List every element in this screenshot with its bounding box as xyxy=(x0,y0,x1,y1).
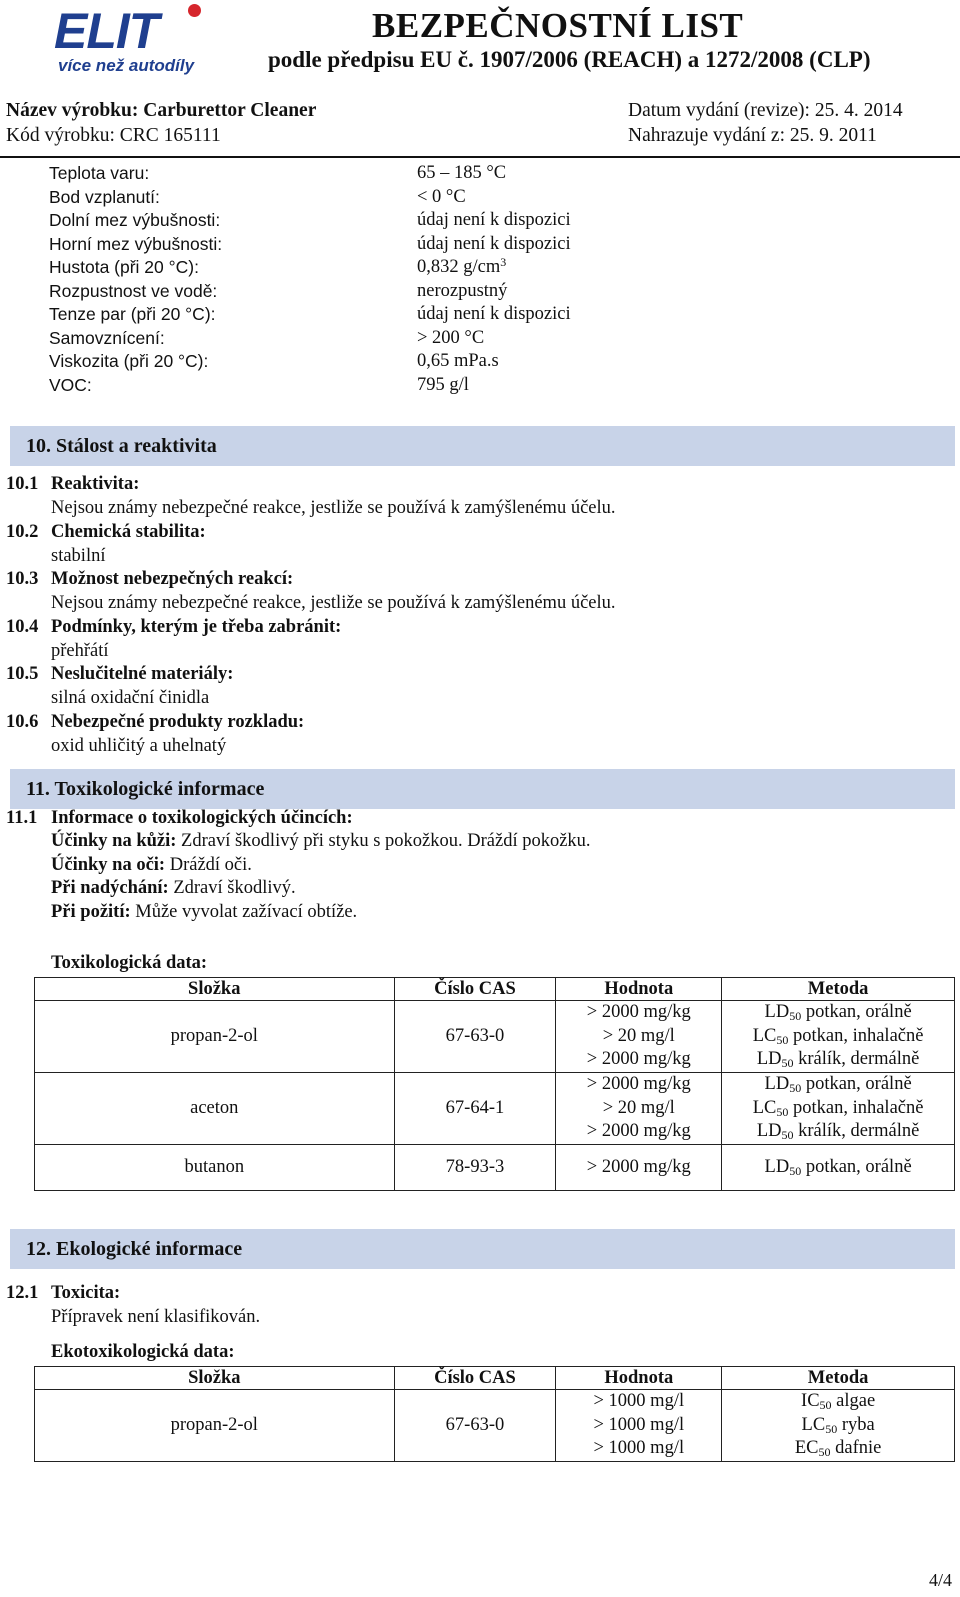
toxic-effect-label: Účinky na kůži: xyxy=(51,831,177,851)
method-line xyxy=(722,1120,954,1144)
property-value: nerozpustný xyxy=(417,280,508,301)
issue-date-label: Datum vydání (revize): xyxy=(628,100,810,121)
property-value: 65 – 185 °C xyxy=(417,163,507,183)
method-desc: potkan, orálně xyxy=(801,1002,912,1023)
header-divider xyxy=(0,156,960,158)
toxic-effect-label: Při nadýchání: xyxy=(51,878,169,898)
cell-cas: 67-63-0 xyxy=(394,1390,556,1462)
method-subscript: 50 xyxy=(789,1081,802,1096)
value-line: > 2000 mg/kg xyxy=(586,1156,691,1177)
method-abbrev: IC xyxy=(801,1391,820,1412)
cell-component: aceton xyxy=(35,1073,395,1145)
table-column-header: Číslo CAS xyxy=(394,1367,556,1390)
property-value: 0,65 mPa.s xyxy=(417,351,499,371)
property-label: Tenze par (při 20 °C): xyxy=(49,304,216,324)
method-desc: algae xyxy=(831,1391,876,1412)
method-abbrev: LD xyxy=(764,1156,790,1177)
table-column-header: Hodnota xyxy=(556,978,722,1001)
ecotox-table-title: Ekotoxikologická data: xyxy=(51,1342,235,1362)
issue-date: 25. 4. 2014 xyxy=(814,100,903,121)
property-label: Dolní mez výbušnosti: xyxy=(49,210,221,230)
property-value: > 200 °C xyxy=(417,327,485,348)
method-desc: králík, dermálně xyxy=(793,1121,920,1142)
section-11-1-heading xyxy=(6,808,353,829)
property-row xyxy=(49,304,749,328)
method-desc: ryba xyxy=(837,1414,875,1435)
subsection-heading xyxy=(6,617,341,638)
cell-cas: 67-63-0 xyxy=(394,1001,556,1073)
toxicology-table xyxy=(34,977,955,1191)
subsection-heading xyxy=(6,712,304,733)
table-column-header: Číslo CAS xyxy=(394,978,556,1001)
toxic-effect-line xyxy=(51,855,252,876)
method-line xyxy=(722,1073,954,1097)
property-row xyxy=(49,328,749,352)
section-12-1-heading xyxy=(6,1283,120,1304)
cell-methods xyxy=(722,1390,955,1462)
product-code: CRC 165111 xyxy=(119,125,221,146)
property-label: Teplota varu: xyxy=(49,163,150,183)
section-11-title: 11. Toxikologické informace xyxy=(26,778,265,800)
property-value: 0,832 $g/cm^3$ xyxy=(417,255,507,277)
property-label: VOC: xyxy=(49,374,92,395)
table-column-header: Složka xyxy=(35,1367,395,1390)
method-line xyxy=(722,1390,954,1414)
method-abbrev: EC xyxy=(794,1438,819,1459)
property-row xyxy=(49,351,749,375)
method-subscript: 50 xyxy=(776,1104,789,1119)
method-line xyxy=(722,1414,954,1438)
method-subscript: 50 xyxy=(818,1445,831,1460)
property-row xyxy=(49,257,749,281)
toxic-effect-label: Účinky na oči: xyxy=(51,854,166,875)
subsection-number: 10.1 xyxy=(6,474,39,494)
toxic-effect-text: Zdraví škodlivý. xyxy=(173,878,296,898)
property-row xyxy=(49,234,749,258)
method-abbrev: LD xyxy=(756,1049,782,1070)
cell-methods xyxy=(722,1073,955,1145)
subsection-text: Nejsou známy nebezpečné reakce, jestliže se používá k zamýšlenému účelu. xyxy=(51,593,616,613)
subsection-text: silná oxidační činidla xyxy=(51,688,210,708)
method-desc: potkan, inhalačně xyxy=(788,1025,924,1046)
subsection-number: 10.6 xyxy=(6,711,39,732)
section-12-1-number: 12.1 xyxy=(6,1283,39,1303)
property-value-superscript: 3 xyxy=(500,255,507,269)
section-11-1-number: 11.1 xyxy=(6,808,38,828)
product-code-line xyxy=(6,125,221,147)
subsection-label: Reaktivita: xyxy=(51,474,140,494)
value-line: > 2000 mg/kg xyxy=(586,1074,691,1095)
method-desc: králík, dermálně xyxy=(793,1049,920,1070)
subsection-heading xyxy=(6,474,139,495)
table-column-header: Hodnota xyxy=(556,1367,722,1390)
subsection-label: Neslučitelné materiály: xyxy=(51,664,234,684)
cell-cas: 67-64-1 xyxy=(394,1073,556,1145)
subsection-number: 10.3 xyxy=(6,569,39,589)
property-row xyxy=(49,187,749,211)
toxic-effect-label: Při požití: xyxy=(51,901,131,922)
value-line: > 1000 mg/l xyxy=(593,1438,685,1459)
property-value: údaj není k dispozici xyxy=(417,304,571,324)
property-label: Rozpustnost ve vodě: xyxy=(49,280,218,301)
document-subtitle: podle předpisu EU č. 1907/2006 (REACH) a 1272/2008 (CLP) xyxy=(268,47,871,72)
subsection-label: Podmínky, kterým je třeba zabránit: xyxy=(51,616,342,637)
method-subscript: 50 xyxy=(789,1009,802,1024)
property-value: < 0 °C xyxy=(417,186,466,207)
method-subscript: 50 xyxy=(819,1398,832,1413)
property-value: údaj není k dispozici xyxy=(417,210,571,230)
property-label: Horní mez výbušnosti: xyxy=(49,233,223,254)
section-12-title: 12. Ekologické informace xyxy=(26,1238,243,1260)
subsection-number: 10.5 xyxy=(6,664,39,684)
product-name-label: Název výrobku: xyxy=(6,100,139,121)
subsection-text: stabilní xyxy=(51,545,106,566)
method-subscript: 50 xyxy=(781,1056,794,1071)
subsection-number: 10.4 xyxy=(6,616,39,637)
value-line: > 2000 mg/kg xyxy=(586,1049,691,1070)
table-row xyxy=(35,1390,955,1462)
method-desc: potkan, orálně xyxy=(801,1074,912,1095)
section-10-header xyxy=(10,426,955,466)
method-abbrev: LD xyxy=(764,1074,790,1095)
cell-cas: 78-93-3 xyxy=(394,1145,556,1191)
method-line xyxy=(722,1437,954,1461)
logo-wordmark: ELIT xyxy=(54,3,159,59)
table-header-row xyxy=(35,978,955,1001)
subsection-number: 10.2 xyxy=(6,521,39,542)
value-line: > 1000 mg/l xyxy=(593,1414,685,1435)
replaces-date: 25. 9. 2011 xyxy=(789,125,877,146)
replaces-label: Nahrazuje vydání z: xyxy=(628,125,786,146)
product-name-line xyxy=(6,100,316,122)
cell-component: propan-2-ol xyxy=(35,1001,395,1073)
section-11-1-label: Informace o toxikologických účincích: xyxy=(51,808,353,828)
value-line: > 2000 mg/kg xyxy=(586,1002,691,1023)
value-line: > 2000 mg/kg xyxy=(586,1121,691,1142)
subsection-text: přehřátí xyxy=(51,640,109,661)
cell-methods xyxy=(722,1001,955,1073)
table-column-header: Složka xyxy=(35,978,395,1001)
issue-date-line xyxy=(628,100,903,122)
cell-values xyxy=(556,1145,722,1191)
method-abbrev: LC xyxy=(752,1025,777,1046)
method-line xyxy=(722,1048,954,1072)
method-desc: potkan, inhalačně xyxy=(788,1097,924,1118)
ecotoxicology-table xyxy=(34,1366,955,1462)
cell-component: propan-2-ol xyxy=(35,1390,395,1462)
table-header-row xyxy=(35,1367,955,1390)
section-12-1-text: Přípravek není klasifikován. xyxy=(51,1307,261,1327)
cell-values xyxy=(556,1390,722,1462)
method-line xyxy=(722,1097,954,1121)
method-line xyxy=(722,1001,954,1025)
section-10-title: 10. Stálost a reaktivita xyxy=(26,435,217,457)
method-line xyxy=(722,1025,954,1049)
subsection-text: oxid uhličitý a uhelnatý xyxy=(51,735,227,756)
subsection-label: Možnost nebezpečných reakcí: xyxy=(51,569,294,589)
method-subscript: 50 xyxy=(825,1421,838,1436)
replaces-line xyxy=(628,125,877,147)
property-row xyxy=(49,163,749,187)
method-subscript: 50 xyxy=(781,1128,794,1143)
toxic-effect-text: Může vyvolat zažívací obtíže. xyxy=(135,901,358,922)
property-label: Viskozita (při 20 °C): xyxy=(49,351,209,371)
logo-dot-icon xyxy=(188,4,201,17)
elit-logo xyxy=(48,4,248,74)
method-desc: potkan, orálně xyxy=(801,1156,912,1177)
table-column-header: Metoda xyxy=(722,1367,955,1390)
method-abbrev: LC xyxy=(801,1414,826,1435)
cell-methods xyxy=(722,1145,955,1191)
property-row xyxy=(49,210,749,234)
toxic-effect-line xyxy=(51,902,357,923)
subsection-heading xyxy=(6,569,293,590)
subsection-heading xyxy=(6,664,233,685)
toxic-effect-text: Dráždí oči. xyxy=(169,854,252,875)
subsection-label: Chemická stabilita: xyxy=(51,521,206,542)
toxic-effect-line xyxy=(51,831,591,852)
subsection-text: Nejsou známy nebezpečné reakce, jestliže se používá k zamýšlenému účelu. xyxy=(51,498,616,518)
logo-tagline: více než autodíly xyxy=(58,56,195,75)
toxic-effect-line xyxy=(51,878,296,899)
property-value: údaj není k dispozici xyxy=(417,233,571,254)
table-row xyxy=(35,1001,955,1073)
value-line: > 1000 mg/l xyxy=(593,1391,685,1412)
method-line xyxy=(722,1156,954,1180)
toxic-effect-text: Zdraví škodlivý při styku s pokožkou. Dráždí pokožku. xyxy=(181,831,591,851)
property-label: Bod vzplanutí: xyxy=(49,186,160,207)
tox-table-title: Toxikologická data: xyxy=(51,953,208,973)
method-subscript: 50 xyxy=(789,1163,802,1178)
property-row xyxy=(49,375,749,399)
section-12-header xyxy=(10,1229,955,1269)
page-number: 4/4 xyxy=(928,1570,952,1590)
property-label: Samovznícení: xyxy=(49,327,165,348)
property-value: 795 g/l xyxy=(417,374,469,395)
cell-component: butanon xyxy=(35,1145,395,1191)
cell-values xyxy=(556,1001,722,1073)
property-row xyxy=(49,281,749,305)
section-12-1-label: Toxicita: xyxy=(51,1283,121,1303)
cell-values xyxy=(556,1073,722,1145)
product-code-label: Kód výrobku: xyxy=(6,125,115,146)
table-row xyxy=(35,1073,955,1145)
method-abbrev: LC xyxy=(752,1097,777,1118)
table-column-header: Metoda xyxy=(722,978,955,1001)
table-row xyxy=(35,1145,955,1191)
value-line: > 20 mg/l xyxy=(602,1025,675,1046)
method-abbrev: LD xyxy=(756,1121,782,1142)
method-desc: dafnie xyxy=(830,1438,882,1459)
value-line: > 20 mg/l xyxy=(602,1097,675,1118)
product-name: Carburettor Cleaner xyxy=(143,100,317,121)
document-title: BEZPEČNOSTNÍ LIST xyxy=(372,6,744,45)
method-abbrev: LD xyxy=(764,1002,790,1023)
method-subscript: 50 xyxy=(776,1032,789,1047)
section-11-header xyxy=(10,769,955,809)
property-label: Hustota (při 20 °C): xyxy=(49,257,199,277)
subsection-label: Nebezpečné produkty rozkladu: xyxy=(51,711,305,732)
subsection-heading xyxy=(6,522,206,543)
